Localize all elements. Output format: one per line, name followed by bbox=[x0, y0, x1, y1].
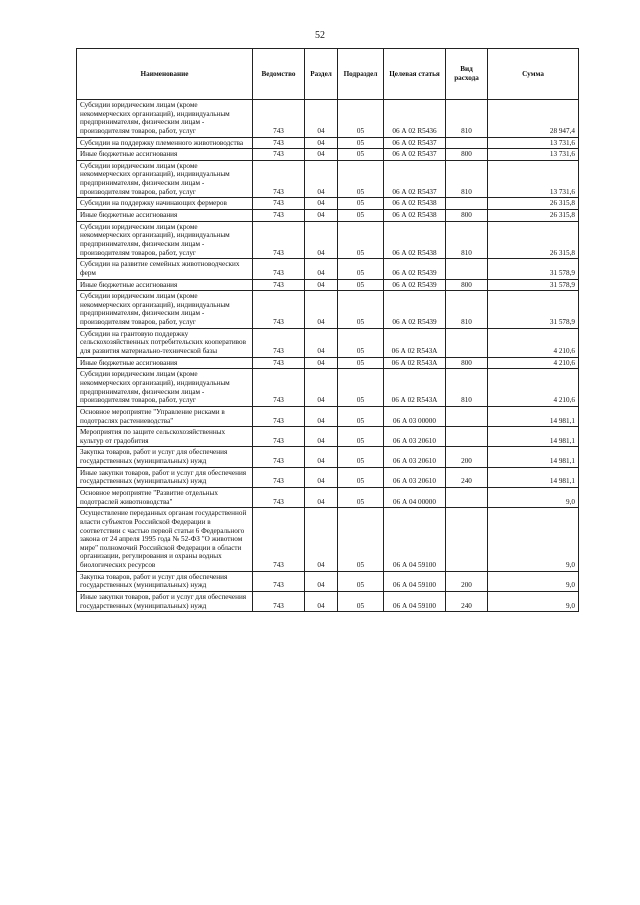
cell-subsection: 05 bbox=[338, 210, 384, 222]
cell-section: 04 bbox=[305, 198, 338, 210]
cell-expense-type: 800 bbox=[446, 149, 488, 161]
table-row bbox=[77, 406, 579, 426]
cell-target: 06 А 02 R543А bbox=[384, 328, 446, 357]
cell-name: Субсидии юридическим лицам (кроме некоммерческих организаций), индивидуальным предпринимателям, физическим лицам - производителям товаров, работ, услуг bbox=[77, 221, 253, 259]
cell-expense-type bbox=[446, 487, 488, 507]
cell-subsection: 05 bbox=[338, 291, 384, 329]
cell-target: 06 А 02 R5437 bbox=[384, 149, 446, 161]
cell-expense-type: 800 bbox=[446, 279, 488, 291]
cell-section: 04 bbox=[305, 508, 338, 571]
cell-expense-type: 810 bbox=[446, 221, 488, 259]
cell-amount: 13 731,6 bbox=[488, 137, 579, 149]
cell-amount: 28 947,4 bbox=[488, 100, 579, 138]
table-row bbox=[77, 369, 579, 407]
table-row bbox=[77, 259, 579, 279]
table-row bbox=[77, 210, 579, 222]
cell-target: 06 А 02 R5438 bbox=[384, 210, 446, 222]
cell-dept: 743 bbox=[253, 160, 305, 198]
table-row bbox=[77, 100, 579, 138]
cell-amount: 14 981,1 bbox=[488, 427, 579, 447]
cell-section: 04 bbox=[305, 137, 338, 149]
cell-target: 06 А 04 00000 bbox=[384, 487, 446, 507]
cell-dept: 743 bbox=[253, 369, 305, 407]
cell-section: 04 bbox=[305, 467, 338, 487]
cell-expense-type: 200 bbox=[446, 447, 488, 467]
cell-section: 04 bbox=[305, 487, 338, 507]
cell-amount: 26 315,8 bbox=[488, 198, 579, 210]
cell-dept: 743 bbox=[253, 279, 305, 291]
cell-expense-type bbox=[446, 137, 488, 149]
cell-name: Иные бюджетные ассигнования bbox=[77, 357, 253, 369]
cell-target: 06 А 02 R5439 bbox=[384, 259, 446, 279]
table-row bbox=[77, 447, 579, 467]
cell-name: Иные бюджетные ассигнования bbox=[77, 210, 253, 222]
cell-amount: 26 315,8 bbox=[488, 210, 579, 222]
cell-target: 06 А 04 59100 bbox=[384, 508, 446, 571]
cell-section: 04 bbox=[305, 149, 338, 161]
cell-section: 04 bbox=[305, 210, 338, 222]
table-row bbox=[77, 198, 579, 210]
cell-name: Основное мероприятие "Развитие отдельных подотраслей животноводства" bbox=[77, 487, 253, 507]
cell-section: 04 bbox=[305, 279, 338, 291]
cell-name: Основное мероприятие "Управление рисками в подотраслях растениеводства" bbox=[77, 406, 253, 426]
cell-subsection: 05 bbox=[338, 100, 384, 138]
cell-section: 04 bbox=[305, 291, 338, 329]
cell-subsection: 05 bbox=[338, 447, 384, 467]
cell-expense-type bbox=[446, 259, 488, 279]
cell-name: Субсидии на развитие семейных животноводческих ферм bbox=[77, 259, 253, 279]
cell-subsection: 05 bbox=[338, 149, 384, 161]
cell-name: Мероприятия по защите сельскохозяйственных культур от градобития bbox=[77, 427, 253, 447]
cell-name: Субсидии юридическим лицам (кроме некоммерческих организаций), индивидуальным предпринимателям, физическим лицам - производителям товаров, работ, услуг bbox=[77, 160, 253, 198]
cell-amount: 4 210,6 bbox=[488, 328, 579, 357]
col-header-target: Целевая статья bbox=[384, 49, 446, 100]
cell-section: 04 bbox=[305, 447, 338, 467]
cell-target: 06 А 04 59100 bbox=[384, 592, 446, 612]
table-row bbox=[77, 467, 579, 487]
cell-target: 06 А 02 R543А bbox=[384, 357, 446, 369]
cell-section: 04 bbox=[305, 357, 338, 369]
cell-target: 06 А 02 R5439 bbox=[384, 291, 446, 329]
cell-amount: 9,0 bbox=[488, 592, 579, 612]
cell-dept: 743 bbox=[253, 467, 305, 487]
cell-section: 04 bbox=[305, 369, 338, 407]
cell-expense-type: 200 bbox=[446, 571, 488, 591]
cell-target: 06 А 02 R5437 bbox=[384, 137, 446, 149]
cell-amount: 31 578,9 bbox=[488, 279, 579, 291]
cell-name: Иные закупки товаров, работ и услуг для обеспечения государственных (муниципальных) нужд bbox=[77, 592, 253, 612]
cell-expense-type bbox=[446, 198, 488, 210]
cell-dept: 743 bbox=[253, 427, 305, 447]
cell-subsection: 05 bbox=[338, 467, 384, 487]
cell-dept: 743 bbox=[253, 406, 305, 426]
cell-expense-type: 810 bbox=[446, 291, 488, 329]
cell-target: 06 А 02 R5438 bbox=[384, 221, 446, 259]
cell-subsection: 05 bbox=[338, 160, 384, 198]
col-header-subsection: Подраздел bbox=[338, 49, 384, 100]
cell-name: Субсидии юридическим лицам (кроме некоммерческих организаций), индивидуальным предпринимателям, физическим лицам - производителям товаров, работ, услуг bbox=[77, 291, 253, 329]
cell-section: 04 bbox=[305, 328, 338, 357]
cell-subsection: 05 bbox=[338, 571, 384, 591]
cell-dept: 743 bbox=[253, 571, 305, 591]
cell-section: 04 bbox=[305, 221, 338, 259]
cell-dept: 743 bbox=[253, 447, 305, 467]
cell-dept: 743 bbox=[253, 100, 305, 138]
col-header-name: Наименование bbox=[77, 49, 253, 100]
cell-dept: 743 bbox=[253, 137, 305, 149]
cell-expense-type: 240 bbox=[446, 467, 488, 487]
table-row bbox=[77, 508, 579, 571]
cell-target: 06 А 02 R5439 bbox=[384, 279, 446, 291]
table-row bbox=[77, 160, 579, 198]
cell-amount: 4 210,6 bbox=[488, 369, 579, 407]
cell-name: Субсидии на грантовую поддержку сельскохозяйственных потребительских кооперативов для развития материально-технической базы bbox=[77, 328, 253, 357]
table-row bbox=[77, 487, 579, 507]
cell-target: 06 А 02 R5436 bbox=[384, 100, 446, 138]
cell-dept: 743 bbox=[253, 259, 305, 279]
cell-expense-type bbox=[446, 328, 488, 357]
cell-subsection: 05 bbox=[338, 369, 384, 407]
cell-subsection: 05 bbox=[338, 487, 384, 507]
table-row bbox=[77, 592, 579, 612]
cell-section: 04 bbox=[305, 100, 338, 138]
cell-target: 06 А 03 20610 bbox=[384, 427, 446, 447]
cell-target: 06 А 03 00000 bbox=[384, 406, 446, 426]
cell-name: Иные бюджетные ассигнования bbox=[77, 149, 253, 161]
cell-subsection: 05 bbox=[338, 508, 384, 571]
cell-target: 06 А 02 R5438 bbox=[384, 198, 446, 210]
cell-dept: 743 bbox=[253, 149, 305, 161]
table-row bbox=[77, 137, 579, 149]
cell-expense-type bbox=[446, 508, 488, 571]
cell-name: Закупка товаров, работ и услуг для обеспечения государственных (муниципальных) нужд bbox=[77, 447, 253, 467]
cell-target: 06 А 02 R5437 bbox=[384, 160, 446, 198]
cell-section: 04 bbox=[305, 427, 338, 447]
cell-dept: 743 bbox=[253, 487, 305, 507]
col-header-dept: Ведомство bbox=[253, 49, 305, 100]
cell-subsection: 05 bbox=[338, 592, 384, 612]
cell-dept: 743 bbox=[253, 357, 305, 369]
cell-target: 06 А 03 20610 bbox=[384, 467, 446, 487]
cell-amount: 4 210,6 bbox=[488, 357, 579, 369]
table-row bbox=[77, 221, 579, 259]
cell-dept: 743 bbox=[253, 291, 305, 329]
cell-name: Субсидии на поддержку племенного животноводства bbox=[77, 137, 253, 149]
cell-amount: 14 981,1 bbox=[488, 406, 579, 426]
cell-subsection: 05 bbox=[338, 279, 384, 291]
cell-expense-type: 810 bbox=[446, 160, 488, 198]
cell-name: Субсидии на поддержку начинающих фермеров bbox=[77, 198, 253, 210]
cell-expense-type: 240 bbox=[446, 592, 488, 612]
table-row bbox=[77, 571, 579, 591]
budget-table bbox=[76, 48, 579, 612]
table-row bbox=[77, 279, 579, 291]
cell-expense-type bbox=[446, 406, 488, 426]
col-header-section: Раздел bbox=[305, 49, 338, 100]
cell-subsection: 05 bbox=[338, 259, 384, 279]
cell-amount: 31 578,9 bbox=[488, 259, 579, 279]
cell-section: 04 bbox=[305, 259, 338, 279]
cell-subsection: 05 bbox=[338, 137, 384, 149]
cell-section: 04 bbox=[305, 160, 338, 198]
cell-amount: 9,0 bbox=[488, 487, 579, 507]
cell-subsection: 05 bbox=[338, 357, 384, 369]
cell-section: 04 bbox=[305, 406, 338, 426]
cell-amount: 14 981,1 bbox=[488, 467, 579, 487]
cell-amount: 26 315,8 bbox=[488, 221, 579, 259]
cell-subsection: 05 bbox=[338, 221, 384, 259]
cell-subsection: 05 bbox=[338, 328, 384, 357]
cell-dept: 743 bbox=[253, 210, 305, 222]
table-row bbox=[77, 149, 579, 161]
cell-name: Закупка товаров, работ и услуг для обеспечения государственных (муниципальных) нужд bbox=[77, 571, 253, 591]
cell-amount: 31 578,9 bbox=[488, 291, 579, 329]
cell-name: Субсидии юридическим лицам (кроме некоммерческих организаций), индивидуальным предпринимателям, физическим лицам - производителям товаров, работ, услуг bbox=[77, 100, 253, 138]
cell-section: 04 bbox=[305, 592, 338, 612]
cell-subsection: 05 bbox=[338, 198, 384, 210]
cell-subsection: 05 bbox=[338, 406, 384, 426]
cell-expense-type bbox=[446, 427, 488, 447]
cell-target: 06 А 04 59100 bbox=[384, 571, 446, 591]
cell-expense-type: 810 bbox=[446, 369, 488, 407]
cell-subsection: 05 bbox=[338, 427, 384, 447]
page-number: 52 bbox=[315, 30, 325, 41]
cell-name: Иные закупки товаров, работ и услуг для обеспечения государственных (муниципальных) нужд bbox=[77, 467, 253, 487]
cell-expense-type: 800 bbox=[446, 210, 488, 222]
cell-dept: 743 bbox=[253, 508, 305, 571]
cell-amount: 9,0 bbox=[488, 508, 579, 571]
cell-expense-type: 810 bbox=[446, 100, 488, 138]
cell-dept: 743 bbox=[253, 198, 305, 210]
cell-amount: 13 731,6 bbox=[488, 149, 579, 161]
table-header-row bbox=[77, 49, 579, 100]
table-row bbox=[77, 427, 579, 447]
cell-section: 04 bbox=[305, 571, 338, 591]
cell-target: 06 А 03 20610 bbox=[384, 447, 446, 467]
cell-dept: 743 bbox=[253, 592, 305, 612]
cell-expense-type: 800 bbox=[446, 357, 488, 369]
cell-amount: 13 731,6 bbox=[488, 160, 579, 198]
table-row bbox=[77, 328, 579, 357]
cell-name: Осуществление переданных органам государственной власти субъектов Российской Федерации в соответствии с частью первой статьи 6 Федерального закона от 24 апреля 1995 года № 52-ФЗ "О животном мире" полномочий Российской Федерации в области организации, регулирования и охраны водных биологических ресурсов bbox=[77, 508, 253, 571]
cell-amount: 14 981,1 bbox=[488, 447, 579, 467]
cell-target: 06 А 02 R543А bbox=[384, 369, 446, 407]
cell-name: Субсидии юридическим лицам (кроме некоммерческих организаций), индивидуальным предпринимателям, физическим лицам - производителям товаров, работ, услуг bbox=[77, 369, 253, 407]
table-row bbox=[77, 357, 579, 369]
col-header-expense-type: Вид расхода bbox=[446, 49, 488, 100]
cell-dept: 743 bbox=[253, 328, 305, 357]
col-header-amount: Сумма bbox=[488, 49, 579, 100]
cell-amount: 9,0 bbox=[488, 571, 579, 591]
cell-dept: 743 bbox=[253, 221, 305, 259]
cell-name: Иные бюджетные ассигнования bbox=[77, 279, 253, 291]
table-row bbox=[77, 291, 579, 329]
